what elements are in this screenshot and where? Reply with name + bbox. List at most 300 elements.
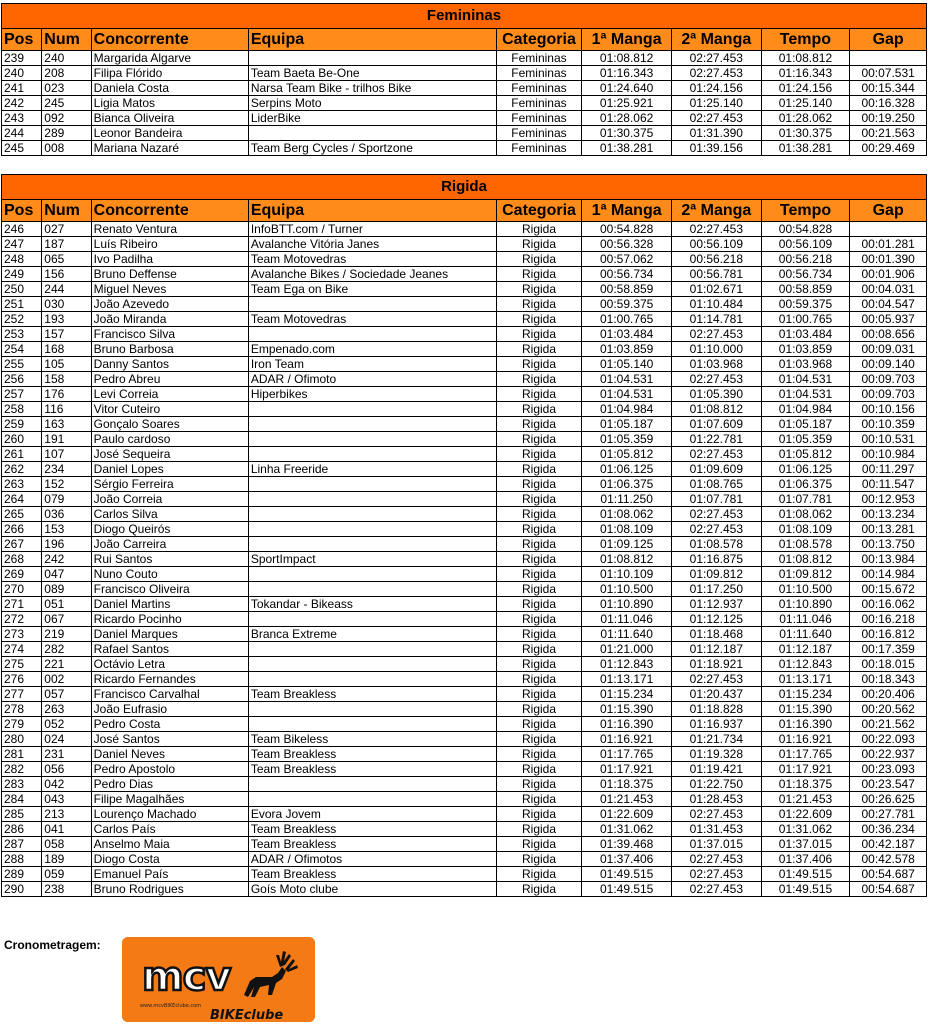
- cell-time: 01:05.359: [761, 432, 850, 447]
- cell-team: Team Breakless: [248, 837, 496, 852]
- table-row: [2, 672, 927, 687]
- cell-team: Iron Team: [248, 357, 496, 372]
- cell-time: 01:25.140: [761, 96, 850, 111]
- cell-category: Rigida: [496, 402, 582, 417]
- cell-time: 00:56.734: [761, 267, 850, 282]
- table-row: [2, 822, 927, 837]
- cell-run2: 01:05.390: [672, 387, 762, 402]
- cell-competitor: Filipa Flórido: [91, 66, 248, 81]
- cell-time: 01:10.500: [761, 582, 850, 597]
- cell-category: Rigida: [496, 642, 582, 657]
- cell-num: 187: [42, 237, 91, 252]
- cell-competitor: Vitor Cuteiro: [91, 402, 248, 417]
- cell-pos: 262: [2, 462, 42, 477]
- cell-team: [248, 582, 496, 597]
- cell-gap: 00:05.937: [850, 312, 927, 327]
- table-row: [2, 282, 927, 297]
- cell-time: 01:18.375: [761, 777, 850, 792]
- cell-run2: 01:16.875: [672, 552, 762, 567]
- cell-competitor: Daniel Martins: [91, 597, 248, 612]
- cell-competitor: José Sequeira: [91, 447, 248, 462]
- cell-gap: 00:42.578: [850, 852, 927, 867]
- cell-team: Team Breakless: [248, 762, 496, 777]
- column-header-category: Categoria: [496, 29, 582, 51]
- cell-num: 208: [42, 66, 91, 81]
- cell-team: Avalanche Bikes / Sociedade Jeanes: [248, 267, 496, 282]
- cell-time: 01:16.921: [761, 732, 850, 747]
- cell-pos: 254: [2, 342, 42, 357]
- cell-pos: 282: [2, 762, 42, 777]
- cell-run2: 02:27.453: [672, 507, 762, 522]
- table-row: [2, 717, 927, 732]
- cell-gap: 00:13.234: [850, 507, 927, 522]
- results-table-body: [2, 4, 927, 156]
- cell-competitor: Rafael Santos: [91, 642, 248, 657]
- cell-competitor: Ivo Padilha: [91, 252, 248, 267]
- cell-pos: 251: [2, 297, 42, 312]
- cell-time: 01:11.046: [761, 612, 850, 627]
- cell-gap: 00:42.187: [850, 837, 927, 852]
- cell-time: 01:30.375: [761, 126, 850, 141]
- cell-pos: 239: [2, 51, 42, 66]
- cell-category: Rigida: [496, 432, 582, 447]
- cell-run1: 01:21.000: [582, 642, 672, 657]
- cell-pos: 283: [2, 777, 42, 792]
- cell-run1: 01:08.812: [582, 51, 672, 66]
- cell-num: 030: [42, 297, 91, 312]
- cell-run2: 01:03.968: [672, 357, 762, 372]
- cell-competitor: Nuno Couto: [91, 567, 248, 582]
- cell-time: 01:08.109: [761, 522, 850, 537]
- cell-time: 01:04.984: [761, 402, 850, 417]
- column-header-gap: Gap: [850, 200, 927, 222]
- cell-team: Team Motovedras: [248, 252, 496, 267]
- cell-num: 052: [42, 717, 91, 732]
- cell-run1: 01:10.890: [582, 597, 672, 612]
- cell-run1: 00:54.828: [582, 222, 672, 237]
- cell-run1: 01:38.281: [582, 141, 672, 156]
- cell-team: [248, 792, 496, 807]
- column-header-num: Num: [42, 200, 91, 222]
- cell-run1: 01:49.515: [582, 867, 672, 882]
- cell-competitor: Miguel Neves: [91, 282, 248, 297]
- cell-num: 156: [42, 267, 91, 282]
- cell-gap: 00:01.281: [850, 237, 927, 252]
- table-row: [2, 552, 927, 567]
- cell-num: 193: [42, 312, 91, 327]
- cell-category: Rigida: [496, 717, 582, 732]
- column-header-gap: Gap: [850, 29, 927, 51]
- cell-run2: 01:22.750: [672, 777, 762, 792]
- cell-run2: 01:12.187: [672, 642, 762, 657]
- cell-competitor: José Santos: [91, 732, 248, 747]
- cell-team: [248, 492, 496, 507]
- cell-run2: 01:25.140: [671, 96, 761, 111]
- cell-pos: 289: [2, 867, 42, 882]
- section-title: Femininas: [2, 4, 927, 29]
- cell-category: Rigida: [496, 507, 582, 522]
- results-table-rigida: [1, 174, 927, 897]
- cell-team: ADAR / Ofimoto: [248, 372, 496, 387]
- cell-run1: 01:11.046: [582, 612, 672, 627]
- cell-run1: 00:59.375: [582, 297, 672, 312]
- cell-gap: 00:13.984: [850, 552, 927, 567]
- cell-team: Team Baeta Be-One: [248, 66, 496, 81]
- table-row: [2, 237, 927, 252]
- cell-run2: 02:27.453: [672, 522, 762, 537]
- cell-run2: 01:09.812: [672, 567, 762, 582]
- cell-category: Rigida: [496, 447, 582, 462]
- cell-category: Rigida: [496, 267, 582, 282]
- cell-category: Rigida: [496, 732, 582, 747]
- column-header-team: Equipa: [248, 29, 496, 51]
- cell-time: 00:56.109: [761, 237, 850, 252]
- cell-pos: 275: [2, 657, 42, 672]
- cell-team: [248, 657, 496, 672]
- column-header-pos: Pos: [2, 200, 42, 222]
- cell-run2: 02:27.453: [672, 882, 762, 897]
- cell-run1: 01:11.640: [582, 627, 672, 642]
- cell-pos: 267: [2, 537, 42, 552]
- column-header-run1: 1ª Manga: [582, 200, 672, 222]
- cell-competitor: Sérgio Ferreira: [91, 477, 248, 492]
- section-title-row: [2, 175, 927, 200]
- cell-run1: 01:17.765: [582, 747, 672, 762]
- cell-time: 01:49.515: [761, 882, 850, 897]
- cell-competitor: Filipe Magalhães: [91, 792, 248, 807]
- cell-pos: 259: [2, 417, 42, 432]
- cell-competitor: Pedro Abreu: [91, 372, 248, 387]
- cell-num: 105: [42, 357, 91, 372]
- cell-pos: 288: [2, 852, 42, 867]
- cell-run2: 01:08.578: [672, 537, 762, 552]
- cell-num: 244: [42, 282, 91, 297]
- cell-run1: 01:08.109: [582, 522, 672, 537]
- cell-num: 189: [42, 852, 91, 867]
- cell-category: Rigida: [496, 387, 582, 402]
- cell-competitor: Pedro Dias: [91, 777, 248, 792]
- cell-run1: 00:57.062: [582, 252, 672, 267]
- cell-competitor: Ricardo Pocinho: [91, 612, 248, 627]
- column-header-run1: 1ª Manga: [582, 29, 672, 51]
- cell-gap: 00:10.984: [850, 447, 927, 462]
- table-row: [2, 342, 927, 357]
- table-row: [2, 762, 927, 777]
- table-row: [2, 882, 927, 897]
- cell-run2: 01:16.937: [672, 717, 762, 732]
- cell-run2: 02:27.453: [672, 852, 762, 867]
- cell-time: 01:08.812: [761, 552, 850, 567]
- cell-competitor: Francisco Silva: [91, 327, 248, 342]
- cell-team: Empenado.com: [248, 342, 496, 357]
- cell-time: 01:03.859: [761, 342, 850, 357]
- cell-competitor: Bruno Rodrigues: [91, 882, 248, 897]
- cell-team: Team Breakless: [248, 747, 496, 762]
- cell-time: 01:16.343: [761, 66, 850, 81]
- cell-pos: 270: [2, 582, 42, 597]
- cell-category: Rigida: [496, 552, 582, 567]
- cell-pos: 249: [2, 267, 42, 282]
- cell-time: 01:03.484: [761, 327, 850, 342]
- cell-category: Femininas: [496, 126, 582, 141]
- cell-run2: 01:22.781: [672, 432, 762, 447]
- table-row: [2, 417, 927, 432]
- cell-category: Rigida: [496, 867, 582, 882]
- cell-run2: 01:18.468: [672, 627, 762, 642]
- cell-team: Goís Moto clube: [248, 882, 496, 897]
- cell-gap: 00:13.750: [850, 537, 927, 552]
- cell-num: 168: [42, 342, 91, 357]
- cell-time: 01:12.843: [761, 657, 850, 672]
- cell-competitor: Anselmo Maia: [91, 837, 248, 852]
- cell-time: 01:49.515: [761, 867, 850, 882]
- cell-category: Rigida: [496, 822, 582, 837]
- cell-time: 01:11.640: [761, 627, 850, 642]
- cell-run1: 01:04.984: [582, 402, 672, 417]
- cell-time: 01:06.375: [761, 477, 850, 492]
- section-title: Rigida: [2, 175, 927, 200]
- cell-team: Linha Freeride: [248, 462, 496, 477]
- cell-run2: 01:09.609: [672, 462, 762, 477]
- cell-run1: 01:04.531: [582, 387, 672, 402]
- cell-time: 01:08.062: [761, 507, 850, 522]
- cell-competitor: Rui Santos: [91, 552, 248, 567]
- cell-team: Team Breakless: [248, 867, 496, 882]
- cell-team: [248, 297, 496, 312]
- cell-category: Rigida: [496, 477, 582, 492]
- cell-team: Team Berg Cycles / Sportzone: [248, 141, 496, 156]
- cell-category: Rigida: [496, 882, 582, 897]
- cell-num: 047: [42, 567, 91, 582]
- cell-time: 01:38.281: [761, 141, 850, 156]
- cell-pos: 277: [2, 687, 42, 702]
- cell-team: [248, 447, 496, 462]
- cell-gap: 00:09.140: [850, 357, 927, 372]
- cell-time: 01:21.453: [761, 792, 850, 807]
- table-row: [2, 312, 927, 327]
- cell-pos: 268: [2, 552, 42, 567]
- cell-gap: 00:09.703: [850, 387, 927, 402]
- table-row: [2, 627, 927, 642]
- cell-competitor: Pedro Costa: [91, 717, 248, 732]
- cell-pos: 265: [2, 507, 42, 522]
- cell-num: 213: [42, 807, 91, 822]
- cell-team: Team Motovedras: [248, 312, 496, 327]
- cell-run1: 01:18.375: [582, 777, 672, 792]
- cell-run1: 01:37.406: [582, 852, 672, 867]
- column-header-run2: 2ª Manga: [672, 200, 762, 222]
- cell-competitor: Carlos País: [91, 822, 248, 837]
- cell-num: 289: [42, 126, 91, 141]
- cell-run2: 00:56.781: [672, 267, 762, 282]
- table-row: [2, 432, 927, 447]
- cell-run2: 01:19.421: [672, 762, 762, 777]
- cell-team: LiderBike: [248, 111, 496, 126]
- cell-pos: 287: [2, 837, 42, 852]
- cell-time: 01:22.609: [761, 807, 850, 822]
- cell-category: Femininas: [496, 111, 582, 126]
- cell-run1: 01:24.640: [582, 81, 672, 96]
- cell-category: Rigida: [496, 657, 582, 672]
- cell-time: 01:07.781: [761, 492, 850, 507]
- table-row: [2, 357, 927, 372]
- table-row: [2, 96, 927, 111]
- cell-team: Evora Jovem: [248, 807, 496, 822]
- cell-run1: 01:08.812: [582, 552, 672, 567]
- section-title-row: [2, 4, 927, 29]
- cell-pos: 245: [2, 141, 42, 156]
- cell-pos: 274: [2, 642, 42, 657]
- cell-competitor: Renato Ventura: [91, 222, 248, 237]
- cell-competitor: Carlos Silva: [91, 507, 248, 522]
- cell-run1: 00:56.734: [582, 267, 672, 282]
- cell-num: 219: [42, 627, 91, 642]
- table-row: [2, 507, 927, 522]
- cell-run1: 01:03.859: [582, 342, 672, 357]
- cell-pos: 271: [2, 597, 42, 612]
- table-row: [2, 402, 927, 417]
- cell-num: 221: [42, 657, 91, 672]
- cell-pos: 260: [2, 432, 42, 447]
- cell-gap: 00:19.250: [850, 111, 927, 126]
- cell-competitor: Bruno Deffense: [91, 267, 248, 282]
- cell-team: Avalanche Vitória Janes: [248, 237, 496, 252]
- table-row: [2, 126, 927, 141]
- table-row: [2, 747, 927, 762]
- cell-time: 00:54.828: [761, 222, 850, 237]
- table-row: [2, 807, 927, 822]
- cell-gap: 00:07.531: [850, 66, 927, 81]
- cell-num: 238: [42, 882, 91, 897]
- cell-gap: 00:20.562: [850, 702, 927, 717]
- cell-pos: 252: [2, 312, 42, 327]
- cell-num: 067: [42, 612, 91, 627]
- cell-category: Rigida: [496, 492, 582, 507]
- cell-run1: 01:13.171: [582, 672, 672, 687]
- logo-graphic: [122, 937, 315, 1022]
- table-row: [2, 657, 927, 672]
- cell-gap: 00:23.547: [850, 777, 927, 792]
- cell-category: Rigida: [496, 282, 582, 297]
- cell-category: Rigida: [496, 777, 582, 792]
- cell-run1: 01:05.187: [582, 417, 672, 432]
- cell-gap: 00:16.812: [850, 627, 927, 642]
- cell-num: 041: [42, 822, 91, 837]
- cell-gap: 00:16.218: [850, 612, 927, 627]
- cell-category: Femininas: [496, 51, 582, 66]
- cell-num: 157: [42, 327, 91, 342]
- cell-run2: 02:27.453: [671, 111, 761, 126]
- cell-gap: 00:01.906: [850, 267, 927, 282]
- cell-category: Rigida: [496, 237, 582, 252]
- cell-run2: 02:27.453: [672, 222, 762, 237]
- cell-time: 00:56.218: [761, 252, 850, 267]
- cell-pos: 242: [2, 96, 42, 111]
- cell-num: 263: [42, 702, 91, 717]
- cell-team: Team Bikeless: [248, 732, 496, 747]
- cell-competitor: Leonor Bandeira: [91, 126, 248, 141]
- cell-gap: 00:12.953: [850, 492, 927, 507]
- cell-time: 01:08.578: [761, 537, 850, 552]
- cell-pos: 240: [2, 66, 42, 81]
- cell-gap: 00:04.547: [850, 297, 927, 312]
- cell-num: 282: [42, 642, 91, 657]
- cell-competitor: Gonçalo Soares: [91, 417, 248, 432]
- cell-pos: 272: [2, 612, 42, 627]
- cell-run2: 00:56.218: [672, 252, 762, 267]
- cell-run2: 01:18.828: [672, 702, 762, 717]
- cell-num: 107: [42, 447, 91, 462]
- cell-num: 059: [42, 867, 91, 882]
- cell-time: 01:04.531: [761, 372, 850, 387]
- cell-run2: 01:07.609: [672, 417, 762, 432]
- cell-run2: 01:39.156: [671, 141, 761, 156]
- cell-gap: 00:22.093: [850, 732, 927, 747]
- cell-time: 01:28.062: [761, 111, 850, 126]
- cell-category: Rigida: [496, 702, 582, 717]
- cell-category: Femininas: [496, 96, 582, 111]
- cell-gap: 00:23.093: [850, 762, 927, 777]
- table-row: [2, 492, 927, 507]
- cell-time: 01:15.234: [761, 687, 850, 702]
- cell-category: Rigida: [496, 762, 582, 777]
- cell-gap: 00:22.937: [850, 747, 927, 762]
- table-row: [2, 81, 927, 96]
- cell-category: Rigida: [496, 687, 582, 702]
- cell-time: 01:37.015: [761, 837, 850, 852]
- table-row: [2, 792, 927, 807]
- cell-team: Tokandar - Bikeass: [248, 597, 496, 612]
- cell-pos: 285: [2, 807, 42, 822]
- cell-num: 089: [42, 582, 91, 597]
- cell-competitor: Mariana Nazaré: [91, 141, 248, 156]
- cell-category: Rigida: [496, 567, 582, 582]
- table-row: [2, 387, 927, 402]
- cell-gap: 00:04.031: [850, 282, 927, 297]
- cell-run2: 01:31.453: [672, 822, 762, 837]
- cell-run2: 01:08.765: [672, 477, 762, 492]
- cell-gap: 00:14.984: [850, 567, 927, 582]
- cell-run2: 01:21.734: [672, 732, 762, 747]
- cell-team: SportImpact: [248, 552, 496, 567]
- table-row: [2, 567, 927, 582]
- cell-category: Rigida: [496, 792, 582, 807]
- cell-num: 245: [42, 96, 91, 111]
- cell-team: Narsa Team Bike - trilhos Bike: [248, 81, 496, 96]
- cell-team: [248, 417, 496, 432]
- cell-num: 024: [42, 732, 91, 747]
- cell-competitor: João Azevedo: [91, 297, 248, 312]
- cell-category: Rigida: [496, 612, 582, 627]
- cell-team: Branca Extreme: [248, 627, 496, 642]
- cell-run1: 01:21.453: [582, 792, 672, 807]
- cell-run2: 01:37.015: [672, 837, 762, 852]
- cell-competitor: João Correia: [91, 492, 248, 507]
- cell-gap: 00:10.359: [850, 417, 927, 432]
- cell-competitor: Bruno Barbosa: [91, 342, 248, 357]
- cell-num: 176: [42, 387, 91, 402]
- cell-team: Team Ega on Bike: [248, 282, 496, 297]
- cell-gap: 00:21.563: [850, 126, 927, 141]
- cell-team: [248, 402, 496, 417]
- cell-pos: 246: [2, 222, 42, 237]
- cell-category: Rigida: [496, 372, 582, 387]
- cell-category: Rigida: [496, 747, 582, 762]
- cell-category: Rigida: [496, 297, 582, 312]
- cell-run1: 01:25.921: [582, 96, 672, 111]
- cell-category: Rigida: [496, 327, 582, 342]
- cell-team: [248, 717, 496, 732]
